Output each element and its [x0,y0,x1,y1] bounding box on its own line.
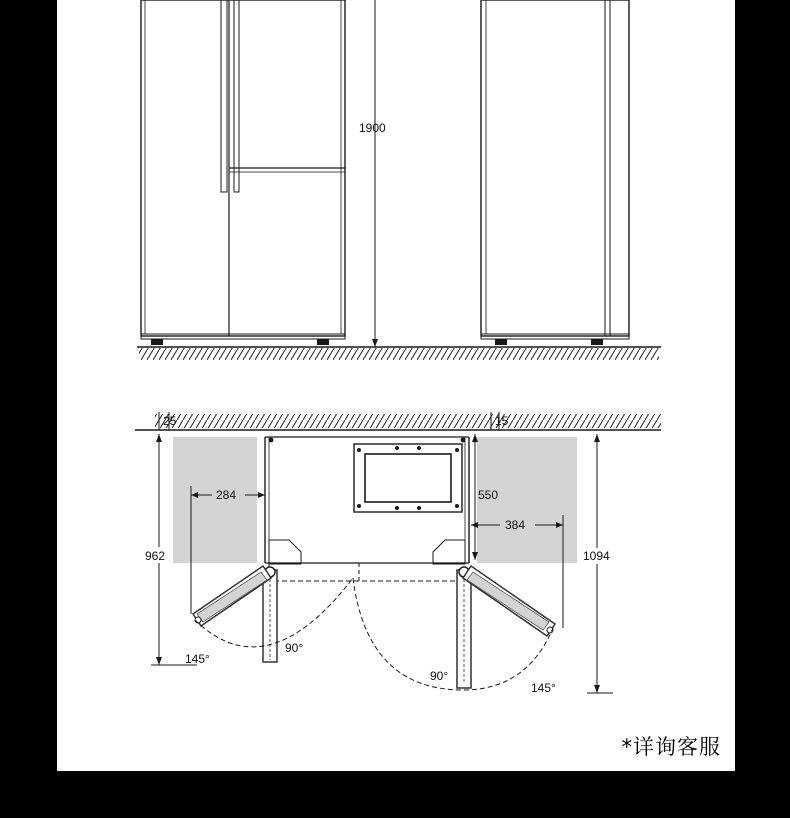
height-label: 1900 [359,121,386,135]
right-door-90 [457,567,471,688]
right-hinge-bracket [433,540,465,564]
clearance-left-label: 25 [163,414,177,428]
dim-depth-right [581,434,615,693]
diagram-sheet [57,0,735,771]
clearance-right-label: 15 [495,414,509,428]
left-door-handle [221,0,227,192]
dim-door-right-label: 384 [505,518,526,532]
dim-depth-right-label: 1094 [583,549,610,563]
angle-right-open-label: 145° [531,681,556,695]
height-dimension [359,0,386,347]
side-foot [495,339,507,345]
angle-left-90-label: 90° [285,641,304,655]
dim-door-left-label: 284 [216,488,237,502]
fridge-plan-body [265,437,469,563]
front-foot [317,339,329,345]
clearance-zone-left [173,437,257,563]
footer-note: *详询客服 [621,735,721,759]
floor-line [137,347,661,360]
closed-door-outline [269,563,465,581]
fridge-side-body [481,0,629,336]
dim-opening-depth-label: 550 [478,488,499,502]
angle-right-90-label: 90° [430,669,449,683]
right-door-145 [463,566,555,636]
right-door-handle [234,0,239,192]
front-foot [151,339,163,345]
rear-wall [135,414,661,430]
side-foot [591,339,603,345]
left-door-145 [193,566,271,626]
side-view [481,0,629,345]
front-view [141,0,345,345]
rear-vent-panel [354,444,462,512]
angle-left-open-label: 145° [185,652,210,666]
dim-depth-left-label: 962 [145,549,166,563]
left-hinge-bracket [269,540,301,564]
right-swing-arc [353,578,553,690]
installation-drawing [57,0,735,771]
